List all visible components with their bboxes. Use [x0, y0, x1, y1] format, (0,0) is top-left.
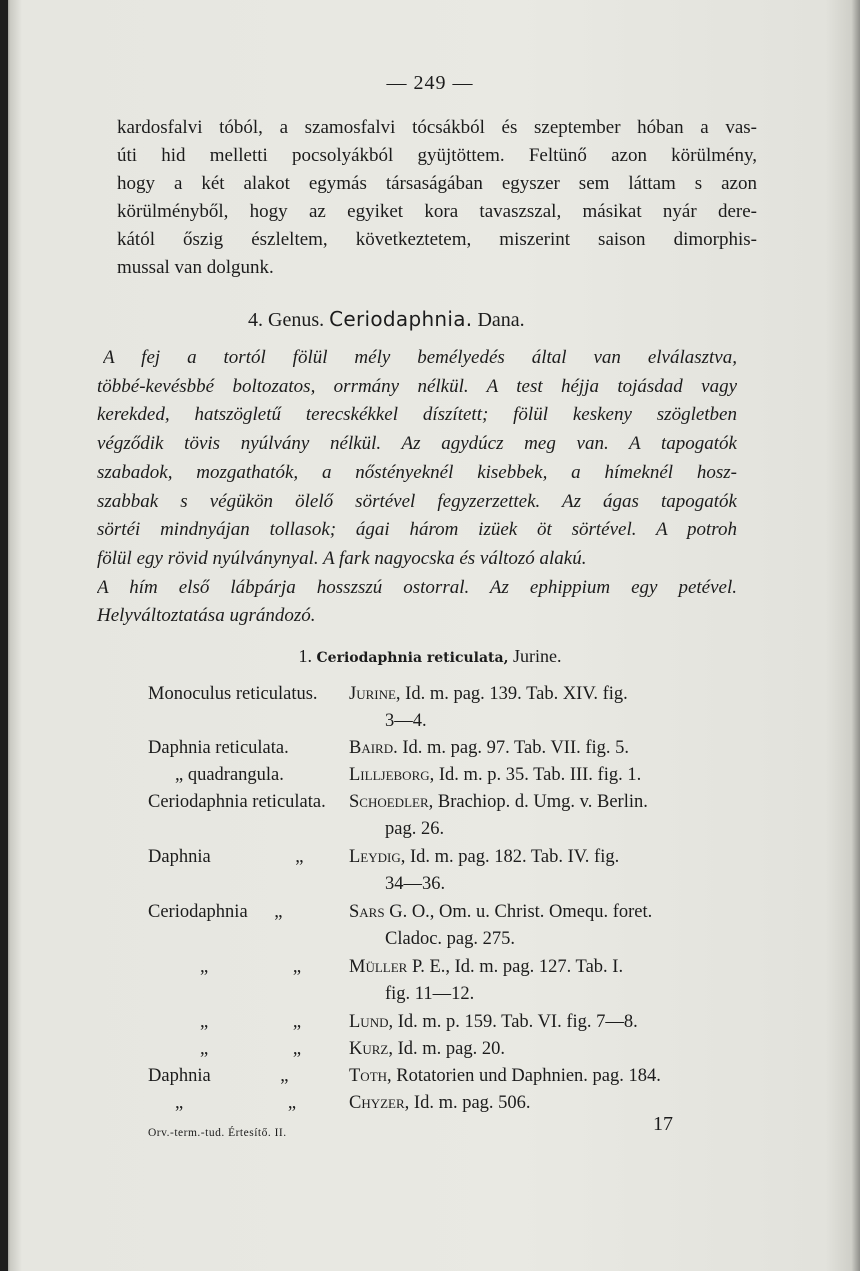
description-line: fölül egy rövid nyúlványnyal. A fark nagyocska és változó alakú. — [97, 547, 587, 569]
synonym-row — [385, 984, 474, 1005]
synonym-row — [349, 792, 648, 813]
description-line: szabadok, mozgathatók, a nőstényeknél kisebbek, a hímeknél hosz- — [97, 461, 737, 483]
synonym-ref: 34—36. — [385, 874, 446, 894]
synonym-ref: 3—4. — [385, 711, 427, 731]
synonym-name: Daphnia „ — [148, 1066, 289, 1086]
species-author: Jurine. — [512, 646, 562, 666]
synonym-ref: P. E., Id. m. pag. 127. Tab. I. — [411, 957, 624, 977]
synonym-row — [385, 711, 427, 732]
description-line: A fej a tortól fölül mély bemélyedés által van elválasztva, — [103, 347, 737, 368]
synonym-row — [385, 819, 444, 840]
description-line: sörtéi mindnyájan tollasok; ágai három izüek öt sörtével. A potroh — [97, 519, 737, 541]
synonym-ref: Id. m. pag. 506. — [413, 1093, 531, 1113]
synonym-ref: Id. m. pag. 182. Tab. IV. fig. — [410, 847, 620, 867]
synonym-name: „ quadrangula. — [175, 765, 284, 785]
synonym-row — [349, 1066, 661, 1087]
synonym-row — [349, 1093, 531, 1114]
description-line: A hím első lábpárja hosszszú ostorral. Az ephippium egy petével. — [97, 576, 737, 598]
intro-line: körülményből, hogy az egyiket kora tavaszszal, másikat nyár dere- — [117, 201, 757, 222]
synonym-row — [349, 902, 652, 923]
synonym-author: Kurz, — [349, 1039, 393, 1059]
synonym-author: Lund, — [349, 1012, 394, 1032]
synonym-ref: G. O., Om. u. Christ. Omequ. foret. — [389, 902, 653, 922]
synonym-row — [349, 957, 623, 978]
synonym-ref: fig. 11—12. — [385, 984, 475, 1004]
synonym-row — [200, 957, 301, 978]
synonym-author: Leydig, — [349, 847, 406, 867]
synonym-row — [148, 792, 326, 813]
synonym-row — [349, 1039, 505, 1060]
synonym-row — [385, 929, 515, 950]
synonym-author: Schoedler, — [349, 792, 434, 812]
synonym-name: Monoculus reticulatus. — [148, 684, 318, 704]
genus-name: Ceriodaphnia. — [329, 307, 473, 331]
genus-description — [97, 344, 737, 631]
synonym-name: Daphnia „ — [148, 847, 304, 867]
synonym-name: „ „ — [200, 1012, 302, 1032]
intro-line: hogy a két alakot egymás társaságában egyszer sem láttam s azon — [117, 173, 757, 194]
synonym-row — [349, 847, 619, 868]
synonym-row — [385, 874, 445, 895]
intro-line: kardosfalvi tóból, a szamosfalvi tócsákból és szeptember hóban a vas- — [117, 117, 757, 138]
synonym-row — [200, 1012, 301, 1033]
genus-prefix: 4. Genus. — [248, 309, 325, 331]
description-line: Helyváltoztatása ugrándozó. — [97, 605, 316, 627]
synonym-author: Baird. — [349, 738, 398, 758]
synonym-ref: Id. m. p. 35. Tab. III. fig. 1. — [438, 765, 642, 785]
synonym-ref: Id. m. pag. 20. — [397, 1039, 506, 1059]
synonym-author: Müller — [349, 957, 408, 977]
synonym-row — [349, 738, 629, 759]
synonym-row — [148, 902, 283, 923]
synonym-ref: pag. 26. — [385, 819, 445, 839]
journal-footer: Orv.-term.-tud. Értesítő. II. — [148, 1127, 287, 1139]
synonym-name: „ „ — [200, 1039, 302, 1059]
synonym-ref: Id. m. pag. 97. Tab. VII. fig. 5. — [402, 738, 630, 758]
book-binding-edge — [0, 0, 8, 1271]
description-line: kerekded, hatszögletű terecskékkel díszített; fölül keskeny szögletben — [97, 404, 737, 426]
synonym-row — [148, 738, 289, 759]
synonym-row — [148, 847, 304, 868]
description-line: szabbak s végükön ölelő sörtével fegyzerzettek. Az ágas tapogatók — [97, 490, 737, 512]
intro-line: úti hid melletti pocsolyákból gyüjtöttem. Feltünő azon körülmény, — [117, 145, 757, 166]
intro-line: mussal van dolgunk. — [117, 257, 274, 278]
synonym-row — [200, 1039, 301, 1060]
intro-paragraph — [117, 114, 757, 282]
synonym-ref: Cladoc. pag. 275. — [385, 929, 515, 949]
synonym-author: Chyzer, — [349, 1093, 410, 1113]
synonym-author: Jurine, — [349, 684, 401, 704]
synonym-name: Ceriodaphnia reticulata. — [148, 792, 326, 812]
synonym-row — [349, 765, 641, 786]
description-line: többé-kevésbbé boltozatos, orrmány nélkül. A test héjja tojásdad vagy — [97, 375, 737, 397]
genus-heading — [248, 307, 525, 332]
synonym-author: Lilljeborg, — [349, 765, 435, 785]
synonym-ref: Id. m. p. 159. Tab. VI. fig. 7—8. — [397, 1012, 638, 1032]
synonym-ref: Id. m. pag. 139. Tab. XIV. fig. — [405, 684, 628, 704]
species-heading — [0, 646, 860, 667]
synonym-row — [175, 765, 284, 786]
synonym-name: „ „ — [200, 957, 302, 977]
synonym-row — [349, 1012, 638, 1033]
synonym-author: Toth, — [349, 1066, 392, 1086]
species-name: Ceriodaphnia reticulata, — [316, 650, 509, 666]
signature-mark: 17 — [653, 1113, 673, 1135]
synonym-ref: Brachiop. d. Umg. v. Berlin. — [437, 792, 648, 812]
genus-author: Dana. — [477, 309, 525, 331]
synonym-author: Sars — [349, 902, 385, 922]
synonym-row — [148, 1066, 289, 1087]
synonym-row — [148, 684, 318, 705]
synonym-name: „ „ — [175, 1093, 297, 1113]
page-number: — 249 — — [386, 72, 474, 94]
synonym-row — [175, 1093, 296, 1114]
intro-line: kától őszig észleltem, következtetem, miszerint saison dimorphis- — [117, 229, 757, 250]
synonym-name: Daphnia reticulata. — [148, 738, 289, 758]
synonym-name: Ceriodaphnia „ — [148, 902, 283, 922]
synonym-row — [349, 684, 628, 705]
synonym-ref: Rotatorien und Daphnien. pag. 184. — [396, 1066, 661, 1086]
species-number: 1. — [298, 646, 313, 666]
description-line: végződik tövis nyúlvány nélkül. Az agydúcz meg van. A tapogatók — [97, 433, 737, 455]
